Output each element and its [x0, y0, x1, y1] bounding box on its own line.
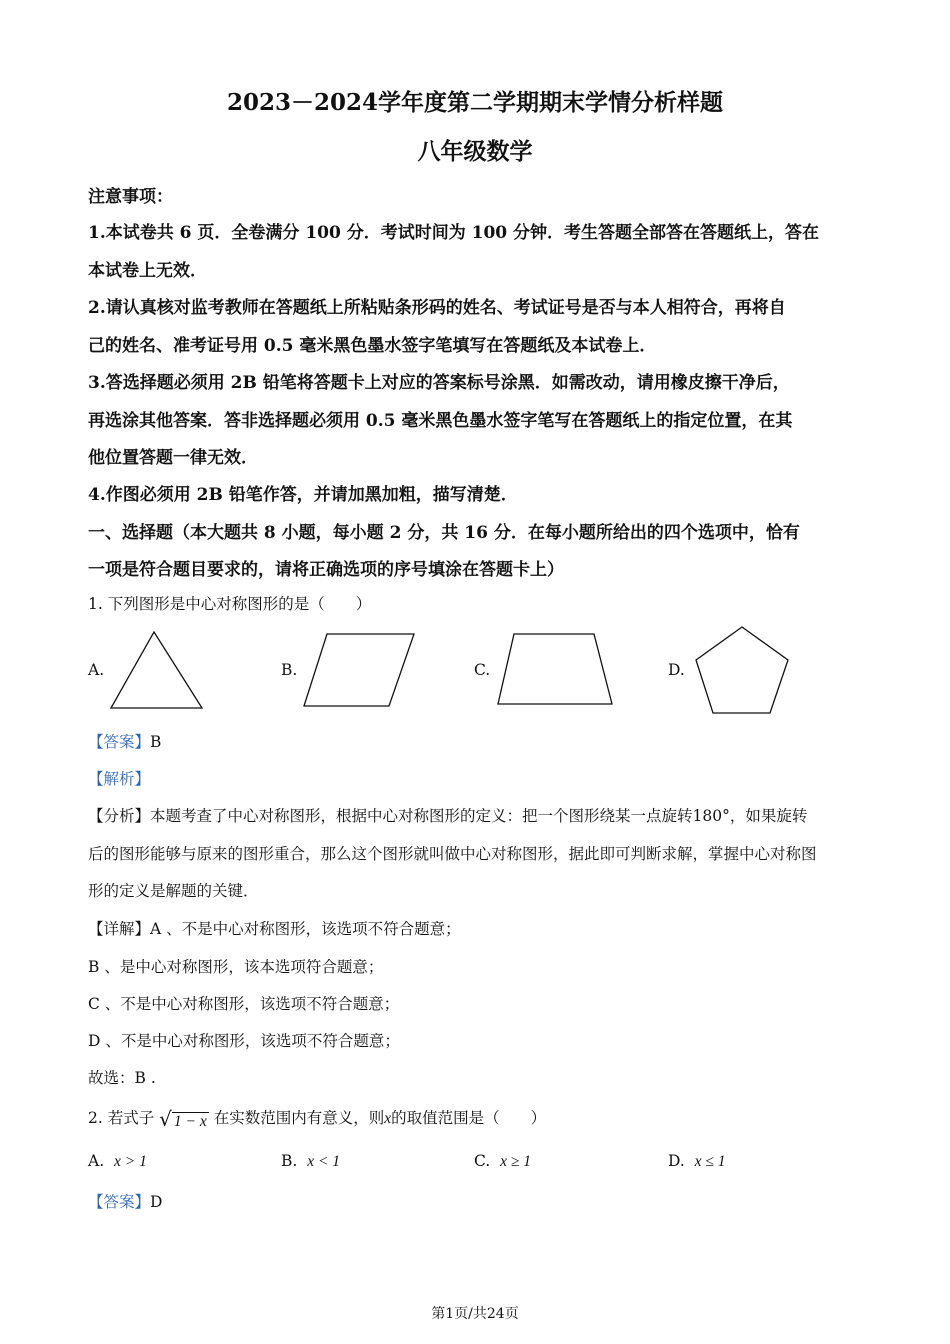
q2-answer: [88, 1190, 162, 1212]
answer-tag: 【答案】: [88, 1193, 151, 1211]
notice-line: 再选涂其他答案．答非选择题必须用 0.5 毫米黑色墨水签字笔写在答题纸上的指定位置，在其: [88, 411, 793, 431]
option-expr: x > 1: [113, 1153, 147, 1170]
option-expr: x ≥ 1: [500, 1153, 531, 1170]
q1-detail-line: 故选：B .: [88, 1069, 156, 1087]
question-2-stem: [88, 1106, 546, 1131]
answer-value: B: [150, 733, 162, 751]
page-subtitle: 八年级数学: [417, 138, 533, 165]
q2-stem-end: 的取值范围是（ ）: [391, 1109, 547, 1127]
q1-option-a-label: A.: [88, 661, 105, 679]
notice-line: 4.作图必须用 2B 铅笔作答，并请加黑加粗，描写清楚．: [88, 485, 518, 505]
option-expr: x ≤ 1: [694, 1153, 726, 1170]
q2-stem-pre: 2. 若式子: [88, 1109, 155, 1127]
q1-detail-line: D 、不是中心对称图形，该选项不符合题意；: [88, 1032, 400, 1050]
trapezoid-figure: [494, 630, 616, 708]
pentagon-figure: [690, 622, 794, 718]
notice-line: 己的姓名、准考证号用 0.5 毫米黑色墨水签字笔填写在答题纸及本试卷上．: [88, 336, 657, 356]
option-label: A.: [88, 1152, 105, 1170]
option-label: D.: [668, 1152, 685, 1170]
q1-detail-line: B 、是中心对称图形，该本选项符合题意；: [88, 958, 384, 976]
page-title: 2023－2024学年度第二学期期末学情分析样题: [226, 89, 724, 116]
q2-variable: x: [384, 1110, 392, 1127]
q1-analysis-line: 后的图形能够与原来的图形重合，那么这个图形就叫做中心对称图形，据此即可判断求解，掌握中心对称图: [88, 845, 817, 863]
option-label: B.: [281, 1152, 298, 1170]
section-heading: 一、选择题（本大题共 8 小题，每小题 2 分，共 16 分．在每小题所给出的四个选项中，恰有: [88, 523, 800, 543]
sqrt-symbol: √: [159, 1107, 172, 1131]
q1-analysis-line: 【分析】本题考查了中心对称图形，根据中心对称图形的定义：把一个图形绕某一点旋转180°，如果旋转: [88, 807, 808, 825]
page-number: 第1页/共24页: [431, 1306, 519, 1322]
notice-line: 他位置答题一律无效．: [88, 448, 258, 468]
radicand: 1 − x: [173, 1113, 207, 1130]
notice-line: 1.本试卷共 6 页．全卷满分 100 分．考试时间为 100 分钟．考生答题全部答在答题纸上，答在: [88, 223, 820, 243]
sqrt-expression: [159, 1107, 209, 1131]
answer-tag: 【答案】: [88, 733, 151, 751]
q2-option-b: [281, 1152, 340, 1171]
notice-line: 3.答选择题必须用 2B 铅笔将答题卡上对应的答案标号涂黑．如需改动，请用橡皮擦干净后，: [88, 373, 790, 393]
notice-line: 本试卷上无效．: [88, 261, 207, 281]
q1-answer: [88, 730, 161, 752]
q1-detail-line: C 、不是中心对称图形，该选项不符合题意；: [88, 995, 400, 1013]
q2-option-c: [474, 1152, 531, 1171]
q2-stem-post: 在实数范围内有意义，则: [213, 1109, 385, 1127]
option-expr: x < 1: [307, 1153, 341, 1170]
section-heading: 一项是符合题目要求的，请将正确选项的序号填涂在答题卡上）: [88, 560, 564, 580]
q2-option-a: [88, 1152, 147, 1171]
q1-detail-line: 【详解】A 、不是中心对称图形，该选项不符合题意；: [88, 920, 461, 938]
notice-heading: 注意事项：: [88, 187, 173, 207]
parallelogram-figure: [300, 630, 418, 710]
answer-value: D: [150, 1193, 163, 1211]
q1-analysis-tag: 【解析】: [88, 770, 151, 788]
notice-line: 2.请认真核对监考教师在答题纸上所粘贴条形码的姓名、考试证号是否与本人相符合，再将自: [88, 298, 786, 318]
q1-option-c-label: C.: [474, 661, 491, 679]
q1-analysis-line: 形的定义是解题的关键．: [88, 882, 259, 900]
q2-option-d: [668, 1152, 726, 1171]
q1-option-d-label: D.: [668, 661, 685, 679]
q1-option-b-label: B.: [281, 661, 298, 679]
option-label: C.: [474, 1152, 491, 1170]
triangle-figure: [108, 628, 206, 712]
question-1-stem: 1. 下列图形是中心对称图形的是（ ）: [88, 595, 372, 613]
